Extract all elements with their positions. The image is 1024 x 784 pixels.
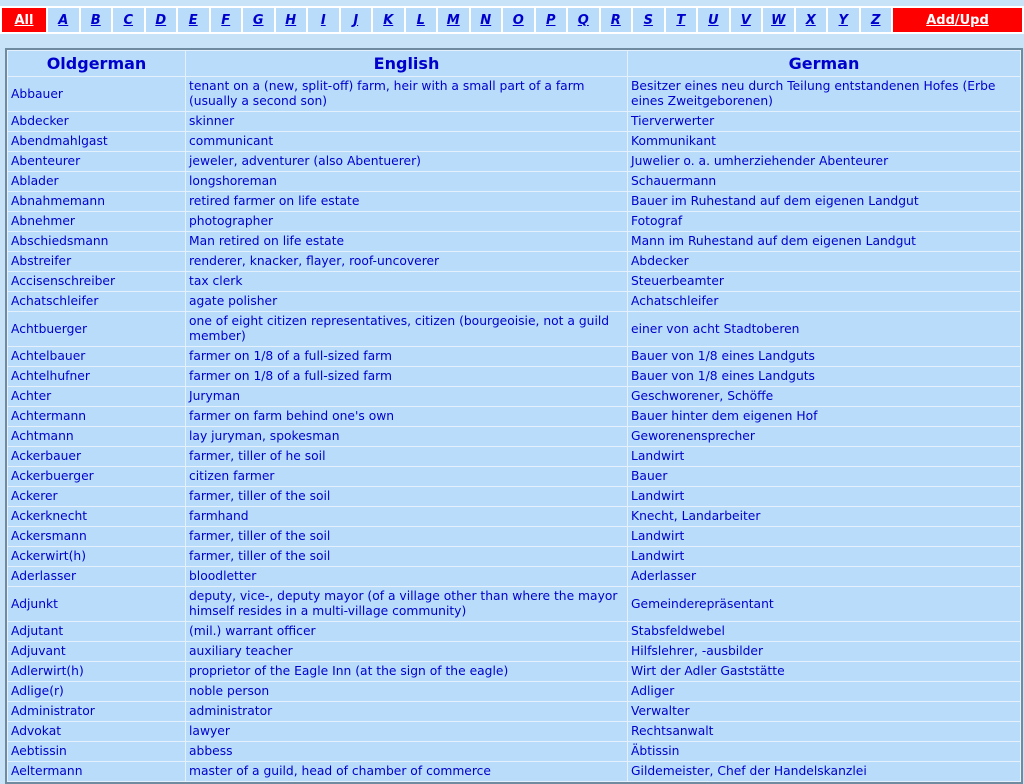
- table-row: [8, 427, 1021, 447]
- letter-navigation-row: [1, 7, 1023, 33]
- english-cell: administrator: [186, 702, 628, 722]
- english-cell: farmer, tiller of the soil: [186, 487, 628, 507]
- english-cell: photographer: [186, 212, 628, 232]
- german-cell: Landwirt: [628, 447, 1021, 467]
- nav-cell-letter: [827, 7, 860, 33]
- nav-cell-letter: [112, 7, 145, 33]
- nav-letter-link[interactable]: B: [90, 12, 101, 28]
- english-cell: abbess: [186, 742, 628, 762]
- oldgerman-cell: Aebtissin: [8, 742, 186, 762]
- oldgerman-cell: Ackersmann: [8, 527, 186, 547]
- table-row: [8, 252, 1021, 272]
- german-cell: Achatschleifer: [628, 292, 1021, 312]
- nav-cell-letter: [307, 7, 340, 33]
- oldgerman-cell: Accisenschreiber: [8, 272, 186, 292]
- oldgerman-cell: Achtermann: [8, 407, 186, 427]
- english-cell: (mil.) warrant officer: [186, 622, 628, 642]
- table-row: [8, 367, 1021, 387]
- letter-navigation-bar: [0, 6, 1024, 34]
- nav-letter-link[interactable]: H: [285, 12, 297, 28]
- english-cell: auxiliary teacher: [186, 642, 628, 662]
- nav-letter-link[interactable]: Z: [871, 12, 881, 28]
- german-cell: Gildemeister, Chef der Handelskanzlei: [628, 762, 1021, 782]
- nav-letter-link[interactable]: E: [188, 12, 198, 28]
- english-cell: jeweler, adventurer (also Abentuerer): [186, 152, 628, 172]
- oldgerman-cell: Abenteurer: [8, 152, 186, 172]
- nav-cell-letter: [632, 7, 665, 33]
- nav-letter-link[interactable]: A: [58, 12, 69, 28]
- german-cell: Verwalter: [628, 702, 1021, 722]
- nav-cell-letter: [210, 7, 243, 33]
- oldgerman-cell: Adjunkt: [8, 587, 186, 622]
- add-update-link[interactable]: Add/Upd: [926, 12, 989, 28]
- english-cell: skinner: [186, 112, 628, 132]
- nav-cell-letter: [405, 7, 438, 33]
- oldgerman-cell: Abnehmer: [8, 212, 186, 232]
- nav-cell-letter: [535, 7, 568, 33]
- column-header-oldgerman: Oldgerman: [8, 51, 186, 77]
- english-cell: longshoreman: [186, 172, 628, 192]
- german-cell: Abdecker: [628, 252, 1021, 272]
- english-cell: noble person: [186, 682, 628, 702]
- nav-cell-letter: [762, 7, 795, 33]
- table-row: [8, 622, 1021, 642]
- english-cell: lay juryman, spokesman: [186, 427, 628, 447]
- table-row: [8, 387, 1021, 407]
- english-cell: deputy, vice-, deputy mayor (of a village other than where the mayor himself resides in a multi-village community): [186, 587, 628, 622]
- oldgerman-cell: Ackerer: [8, 487, 186, 507]
- nav-cell-letter: [860, 7, 893, 33]
- dictionary-table-frame: [5, 48, 1023, 784]
- table-row: [8, 702, 1021, 722]
- oldgerman-cell: Ackerknecht: [8, 507, 186, 527]
- german-cell: Wirt der Adler Gaststätte: [628, 662, 1021, 682]
- nav-link-all[interactable]: All: [14, 12, 34, 28]
- oldgerman-cell: Adjutant: [8, 622, 186, 642]
- nav-cell-all: [1, 7, 47, 33]
- table-row: [8, 527, 1021, 547]
- table-row: [8, 192, 1021, 212]
- nav-cell-letter: [730, 7, 763, 33]
- oldgerman-cell: Abschiedsmann: [8, 232, 186, 252]
- nav-cell-letter: [567, 7, 600, 33]
- table-body: [8, 77, 1021, 782]
- nav-letter-link[interactable]: Y: [838, 12, 848, 28]
- oldgerman-cell: Aeltermann: [8, 762, 186, 782]
- nav-cell-letter: [665, 7, 698, 33]
- nav-cell-letter: [47, 7, 80, 33]
- german-cell: Fotograf: [628, 212, 1021, 232]
- oldgerman-cell: Adlerwirt(h): [8, 662, 186, 682]
- german-cell: Gemeinderepräsentant: [628, 587, 1021, 622]
- nav-letter-link[interactable]: W: [771, 12, 786, 28]
- english-cell: farmer, tiller of the soil: [186, 527, 628, 547]
- german-cell: Kommunikant: [628, 132, 1021, 152]
- german-cell: Landwirt: [628, 527, 1021, 547]
- table-row: [8, 172, 1021, 192]
- table-row: [8, 587, 1021, 622]
- oldgerman-cell: Adjuvant: [8, 642, 186, 662]
- table-row: [8, 292, 1021, 312]
- nav-letter-link[interactable]: J: [353, 12, 359, 28]
- english-cell: master of a guild, head of chamber of commerce: [186, 762, 628, 782]
- oldgerman-cell: Abbauer: [8, 77, 186, 112]
- german-cell: Geworenensprecher: [628, 427, 1021, 447]
- nav-letter-link[interactable]: K: [383, 12, 394, 28]
- german-cell: Geschworener, Schöffe: [628, 387, 1021, 407]
- table-row: [8, 467, 1021, 487]
- nav-cell-letter: [437, 7, 470, 33]
- nav-letter-link[interactable]: G: [252, 12, 264, 28]
- table-row: [8, 722, 1021, 742]
- table-row: [8, 112, 1021, 132]
- english-cell: retired farmer on life estate: [186, 192, 628, 212]
- table-row: [8, 547, 1021, 567]
- nav-letter-link[interactable]: C: [123, 12, 134, 28]
- german-cell: Landwirt: [628, 547, 1021, 567]
- german-cell: Schauermann: [628, 172, 1021, 192]
- german-cell: Hilfslehrer, -ausbilder: [628, 642, 1021, 662]
- english-cell: tenant on a (new, split-off) farm, heir with a small part of a farm (usually a second son): [186, 77, 628, 112]
- english-cell: citizen farmer: [186, 467, 628, 487]
- nav-cell-letter: [795, 7, 828, 33]
- table-row: [8, 212, 1021, 232]
- column-header-english: English: [186, 51, 628, 77]
- nav-cell-letter: [80, 7, 113, 33]
- nav-letter-link[interactable]: T: [676, 12, 686, 28]
- german-cell: Steuerbeamter: [628, 272, 1021, 292]
- german-cell: Bauer von 1/8 eines Landguts: [628, 367, 1021, 387]
- german-cell: Aderlasser: [628, 567, 1021, 587]
- table-row: [8, 347, 1021, 367]
- nav-cell-letter: [145, 7, 178, 33]
- german-cell: Tierverwerter: [628, 112, 1021, 132]
- oldgerman-cell: Achtmann: [8, 427, 186, 447]
- table-row: [8, 507, 1021, 527]
- english-cell: one of eight citizen representatives, citizen (bourgeoisie, not a guild member): [186, 312, 628, 347]
- english-cell: farmer on 1/8 of a full-sized farm: [186, 367, 628, 387]
- oldgerman-cell: Ackerbauer: [8, 447, 186, 467]
- table-row: [8, 77, 1021, 112]
- german-cell: einer von acht Stadtoberen: [628, 312, 1021, 347]
- english-cell: tax clerk: [186, 272, 628, 292]
- oldgerman-cell: Abnahmemann: [8, 192, 186, 212]
- nav-letter-link[interactable]: R: [610, 12, 621, 28]
- english-cell: farmhand: [186, 507, 628, 527]
- english-cell: bloodletter: [186, 567, 628, 587]
- table-row: [8, 487, 1021, 507]
- table-row: [8, 272, 1021, 292]
- german-cell: Bauer: [628, 467, 1021, 487]
- oldgerman-cell: Achtelhufner: [8, 367, 186, 387]
- nav-cell-letter: [242, 7, 275, 33]
- table-row: [8, 742, 1021, 762]
- nav-letter-link[interactable]: S: [643, 12, 653, 28]
- oldgerman-cell: Achter: [8, 387, 186, 407]
- nav-letter-link[interactable]: M: [446, 12, 460, 28]
- english-cell: Juryman: [186, 387, 628, 407]
- column-header-german: German: [628, 51, 1021, 77]
- german-cell: Äbtissin: [628, 742, 1021, 762]
- table-row: [8, 762, 1021, 782]
- oldgerman-cell: Achtbuerger: [8, 312, 186, 347]
- oldgerman-cell: Adlige(r): [8, 682, 186, 702]
- oldgerman-cell: Ablader: [8, 172, 186, 192]
- oldgerman-cell: Aderlasser: [8, 567, 186, 587]
- german-cell: Knecht, Landarbeiter: [628, 507, 1021, 527]
- oldgerman-cell: Abdecker: [8, 112, 186, 132]
- german-cell: Bauer von 1/8 eines Landguts: [628, 347, 1021, 367]
- table-row: [8, 447, 1021, 467]
- table-row: [8, 152, 1021, 172]
- nav-letter-link[interactable]: L: [416, 12, 425, 28]
- nav-letter-link[interactable]: N: [480, 12, 492, 28]
- nav-cell-add-update: [892, 7, 1023, 33]
- nav-cell-letter: [502, 7, 535, 33]
- english-cell: agate polisher: [186, 292, 628, 312]
- nav-letter-link[interactable]: F: [221, 12, 231, 28]
- german-cell: Adliger: [628, 682, 1021, 702]
- table-row: [8, 682, 1021, 702]
- table-row: [8, 232, 1021, 252]
- oldgerman-cell: Ackerwirt(h): [8, 547, 186, 567]
- german-cell: Rechtsanwalt: [628, 722, 1021, 742]
- english-cell: farmer on farm behind one's own: [186, 407, 628, 427]
- nav-cell-letter: [275, 7, 308, 33]
- english-cell: lawyer: [186, 722, 628, 742]
- nav-letter-link[interactable]: U: [707, 12, 719, 28]
- oldgerman-cell: Advokat: [8, 722, 186, 742]
- nav-cell-letter: [372, 7, 405, 33]
- german-cell: Bauer im Ruhestand auf dem eigenen Landgut: [628, 192, 1021, 212]
- table-header-row: [8, 51, 1021, 77]
- oldgerman-cell: Achatschleifer: [8, 292, 186, 312]
- nav-letter-link[interactable]: I: [320, 12, 326, 28]
- nav-cell-letter: [600, 7, 633, 33]
- german-cell: Besitzer eines neu durch Teilung entstandenen Hofes (Erbe eines Zweitgeborenen): [628, 77, 1021, 112]
- nav-cell-letter: [697, 7, 730, 33]
- english-cell: farmer, tiller of he soil: [186, 447, 628, 467]
- german-cell: Landwirt: [628, 487, 1021, 507]
- german-cell: Juwelier o. a. umherziehender Abenteurer: [628, 152, 1021, 172]
- nav-letter-link[interactable]: Q: [577, 12, 589, 28]
- oldgerman-cell: Abendmahlgast: [8, 132, 186, 152]
- table-row: [8, 567, 1021, 587]
- table-row: [8, 312, 1021, 347]
- nav-letter-link[interactable]: O: [512, 12, 524, 28]
- english-cell: renderer, knacker, flayer, roof-uncoverer: [186, 252, 628, 272]
- nav-letter-link[interactable]: X: [805, 12, 816, 28]
- english-cell: communicant: [186, 132, 628, 152]
- english-cell: proprietor of the Eagle Inn (at the sign of the eagle): [186, 662, 628, 682]
- german-cell: Bauer hinter dem eigenen Hof: [628, 407, 1021, 427]
- english-cell: farmer, tiller of the soil: [186, 547, 628, 567]
- nav-cell-letter: [470, 7, 503, 33]
- english-cell: farmer on 1/8 of a full-sized farm: [186, 347, 628, 367]
- oldgerman-cell: Administrator: [8, 702, 186, 722]
- german-cell: Stabsfeldwebel: [628, 622, 1021, 642]
- oldgerman-cell: Abstreifer: [8, 252, 186, 272]
- nav-cell-letter: [177, 7, 210, 33]
- english-cell: Man retired on life estate: [186, 232, 628, 252]
- nav-letter-link[interactable]: D: [155, 12, 167, 28]
- german-cell: Mann im Ruhestand auf dem eigenen Landgut: [628, 232, 1021, 252]
- oldgerman-cell: Achtelbauer: [8, 347, 186, 367]
- table-row: [8, 642, 1021, 662]
- table-row: [8, 407, 1021, 427]
- table-row: [8, 662, 1021, 682]
- dictionary-table: [7, 50, 1021, 782]
- nav-letter-link[interactable]: P: [545, 12, 556, 28]
- table-row: [8, 132, 1021, 152]
- oldgerman-cell: Ackerbuerger: [8, 467, 186, 487]
- nav-cell-letter: [340, 7, 373, 33]
- nav-letter-link[interactable]: V: [740, 12, 751, 28]
